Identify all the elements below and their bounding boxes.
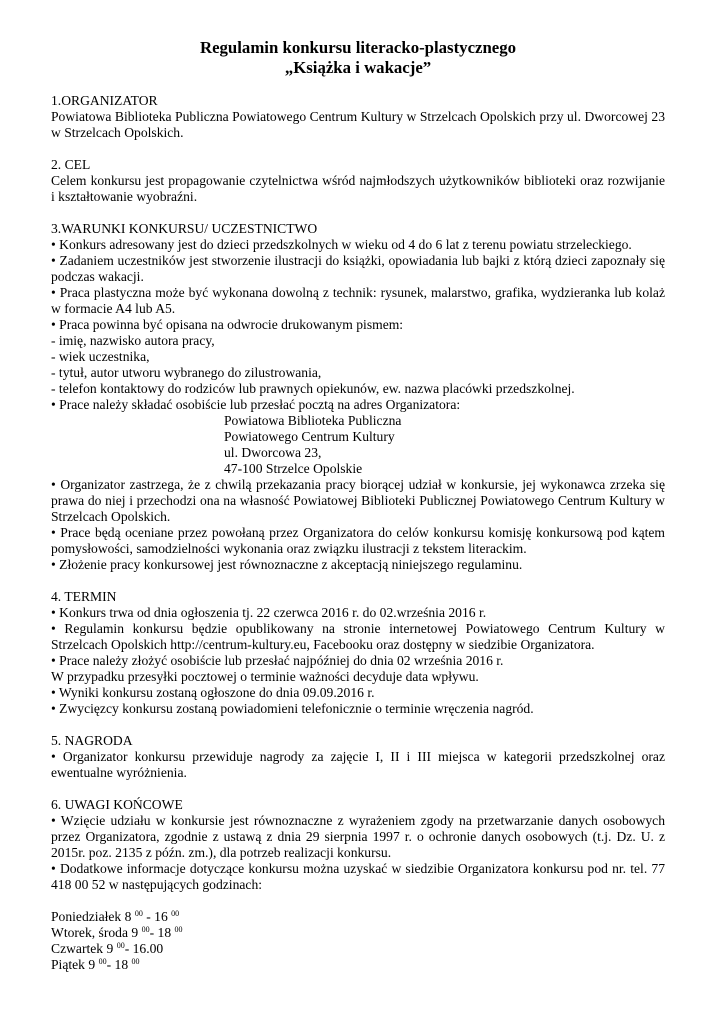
- list-item: • Prace należy składać osobiście lub przesłać pocztą na adres Organizatora:: [51, 397, 461, 412]
- list-item: • Prace będą oceniane przez powołaną przez Organizatora do celów konkursu komisję konkursową pod kątem pomysłowości, samodzielności wykonania oraz związku ilustracji z tekstem literackim.: [51, 525, 665, 556]
- hours-friday: Piątek 9 $^{00}$- 18 $^{00}$: [51, 957, 140, 972]
- section-heading: 3.WARUNKI KONKURSU/ UCZESTNICTWO: [51, 221, 318, 236]
- list-item: • Wyniki konkursu zostaną ogłoszone do dnia 09.09.2016 r.: [51, 685, 375, 700]
- section-organizer: [51, 93, 665, 141]
- bullet-icon: •: [51, 813, 56, 828]
- list-item: • Zwycięzcy konkursu zostaną powiadomieni telefonicznie o terminie wręczenia nagród.: [51, 701, 534, 716]
- bullet-icon: •: [51, 685, 56, 700]
- list-item: • Praca plastyczna może być wykonana dowolną z technik: rysunek, malarstwo, grafika, wydzieranka lub kolaż w formacie A4 lub A5.: [51, 285, 665, 316]
- address-line: Powiatowa Biblioteka Publiczna: [224, 413, 402, 428]
- bullet-icon: •: [51, 621, 56, 636]
- address-line: Powiatowego Centrum Kultury: [224, 429, 395, 444]
- list-item: • Konkurs trwa od dnia ogłoszenia tj. 22 czerwca 2016 r. do 02.września 2016 r.: [51, 605, 487, 620]
- section-heading: 6. UWAGI KOŃCOWE: [51, 797, 183, 812]
- section-text: Celem konkursu jest propagowanie czytelnictwa wśród najmłodszych użytkowników biblioteki oraz rozwijanie i kształtowanie wyobraźni.: [51, 173, 665, 204]
- paragraph: W przypadku przesyłki pocztowej o terminie ważności decyduje data wpływu.: [51, 669, 479, 684]
- section-heading: 5. NAGRODA: [51, 733, 133, 748]
- postal-address: [51, 413, 665, 477]
- list-item: • Prace należy złożyć osobiście lub przesłać najpóźniej do dnia 02 września 2016 r.: [51, 653, 504, 668]
- section-term: [51, 589, 665, 717]
- opening-hours: [51, 909, 665, 973]
- list-item: • Organizator konkursu przewiduje nagrody za zajęcie I, II i III miejsca w kategorii przedszkolnej oraz ewentualne wyróżnienia.: [51, 749, 665, 780]
- hours-tuesday-wednesday: Wtorek, środa 9 $^{00}$- 18 $^{00}$: [51, 925, 183, 940]
- dash-item: - wiek uczestnika,: [51, 349, 150, 364]
- bullet-icon: •: [51, 525, 56, 540]
- section-conditions: [51, 221, 665, 573]
- bullet-icon: •: [51, 749, 56, 764]
- document-page: [51, 38, 665, 973]
- bullet-icon: •: [51, 285, 56, 300]
- section-final-notes: [51, 797, 665, 893]
- bullet-icon: •: [51, 557, 56, 572]
- bullet-icon: •: [51, 253, 56, 268]
- bullet-icon: •: [51, 605, 56, 620]
- list-item: • Regulamin konkursu będzie opublikowany na stronie internetowej Powiatowego Centrum Kultury w Strzelcach Opolskich http://centrum-kultury.eu, Facebooku oraz dostępny w siedzibie Organizatora.: [51, 621, 665, 652]
- address-line: ul. Dworcowa 23,: [224, 445, 322, 460]
- hours-thursday: Czwartek 9 $^{00}$- 16.00: [51, 941, 164, 956]
- list-item: • Praca powinna być opisana na odwrocie drukowanym pismem:: [51, 317, 404, 332]
- bullet-icon: •: [51, 237, 56, 252]
- address-line: 47-100 Strzelce Opolskie: [224, 461, 363, 476]
- list-item: • Zadaniem uczestników jest stworzenie ilustracji do książki, opowiadania lub bajki z którą dzieci zapoznały się podczas wakacji.: [51, 253, 665, 284]
- dash-item: - telefon kontaktowy do rodziców lub prawnych opiekunów, ew. nazwa placówki przedszkolnej.: [51, 381, 575, 396]
- dash-item: - imię, nazwisko autora pracy,: [51, 333, 215, 348]
- bullet-icon: •: [51, 397, 56, 412]
- list-item: • Złożenie pracy konkursowej jest równoznaczne z akceptacją niniejszego regulaminu.: [51, 557, 523, 572]
- document-title: [51, 38, 665, 78]
- list-item: • Dodatkowe informacje dotyczące konkursu można uzyskać w siedzibie Organizatora konkursu pod nr. tel. 77 418 00 52 w następujących godzinach:: [51, 861, 665, 892]
- bullet-icon: •: [51, 477, 56, 492]
- list-item: • Konkurs adresowany jest do dzieci przedszkolnych w wieku od 4 do 6 lat z terenu powiatu strzeleckiego.: [51, 237, 632, 252]
- list-item: • Organizator zastrzega, że z chwilą przekazania pracy biorącej udział w konkursie, jej wykonawca zrzeka się prawa do niej i przechodzi ona na własność Powiatowej Biblioteki Publicznej Powiatowego Centrum Kultury w Strzelcach Opolskich.: [51, 477, 665, 524]
- section-heading: 2. CEL: [51, 157, 91, 172]
- section-prize: [51, 733, 665, 781]
- bullet-icon: •: [51, 317, 56, 332]
- section-heading: 1.ORGANIZATOR: [51, 93, 158, 108]
- list-item: • Wzięcie udziału w konkursie jest równoznaczne z wyrażeniem zgody na przetwarzanie danych osobowych przez Organizatora, zgodnie z ustawą z dnia 29 sierpnia 1997 r. o ochronie danych osobowych (t.j. Dz. U. z 2015r. poz. 2135 z późn. zm.), dla potrzeb realizacji konkursu.: [51, 813, 666, 860]
- bullet-icon: •: [51, 653, 56, 668]
- dash-item: - tytuł, autor utworu wybranego do zilustrowania,: [51, 365, 322, 380]
- section-goal: [51, 157, 665, 205]
- bullet-icon: •: [51, 861, 56, 876]
- hours-monday: Poniedziałek 8 $^{00}$ - 16 $^{00}$: [51, 909, 180, 924]
- title-line-1: Regulamin konkursu literacko-plastycznego: [199, 38, 517, 57]
- bullet-icon: •: [51, 701, 56, 716]
- title-line-2: „Książka i wakacje”: [284, 58, 432, 77]
- section-heading: 4. TERMIN: [51, 589, 117, 604]
- section-text: Powiatowa Biblioteka Publiczna Powiatowego Centrum Kultury w Strzelcach Opolskich przy ul. Dworcowej 23 w Strzelcach Opolskich.: [51, 109, 665, 140]
